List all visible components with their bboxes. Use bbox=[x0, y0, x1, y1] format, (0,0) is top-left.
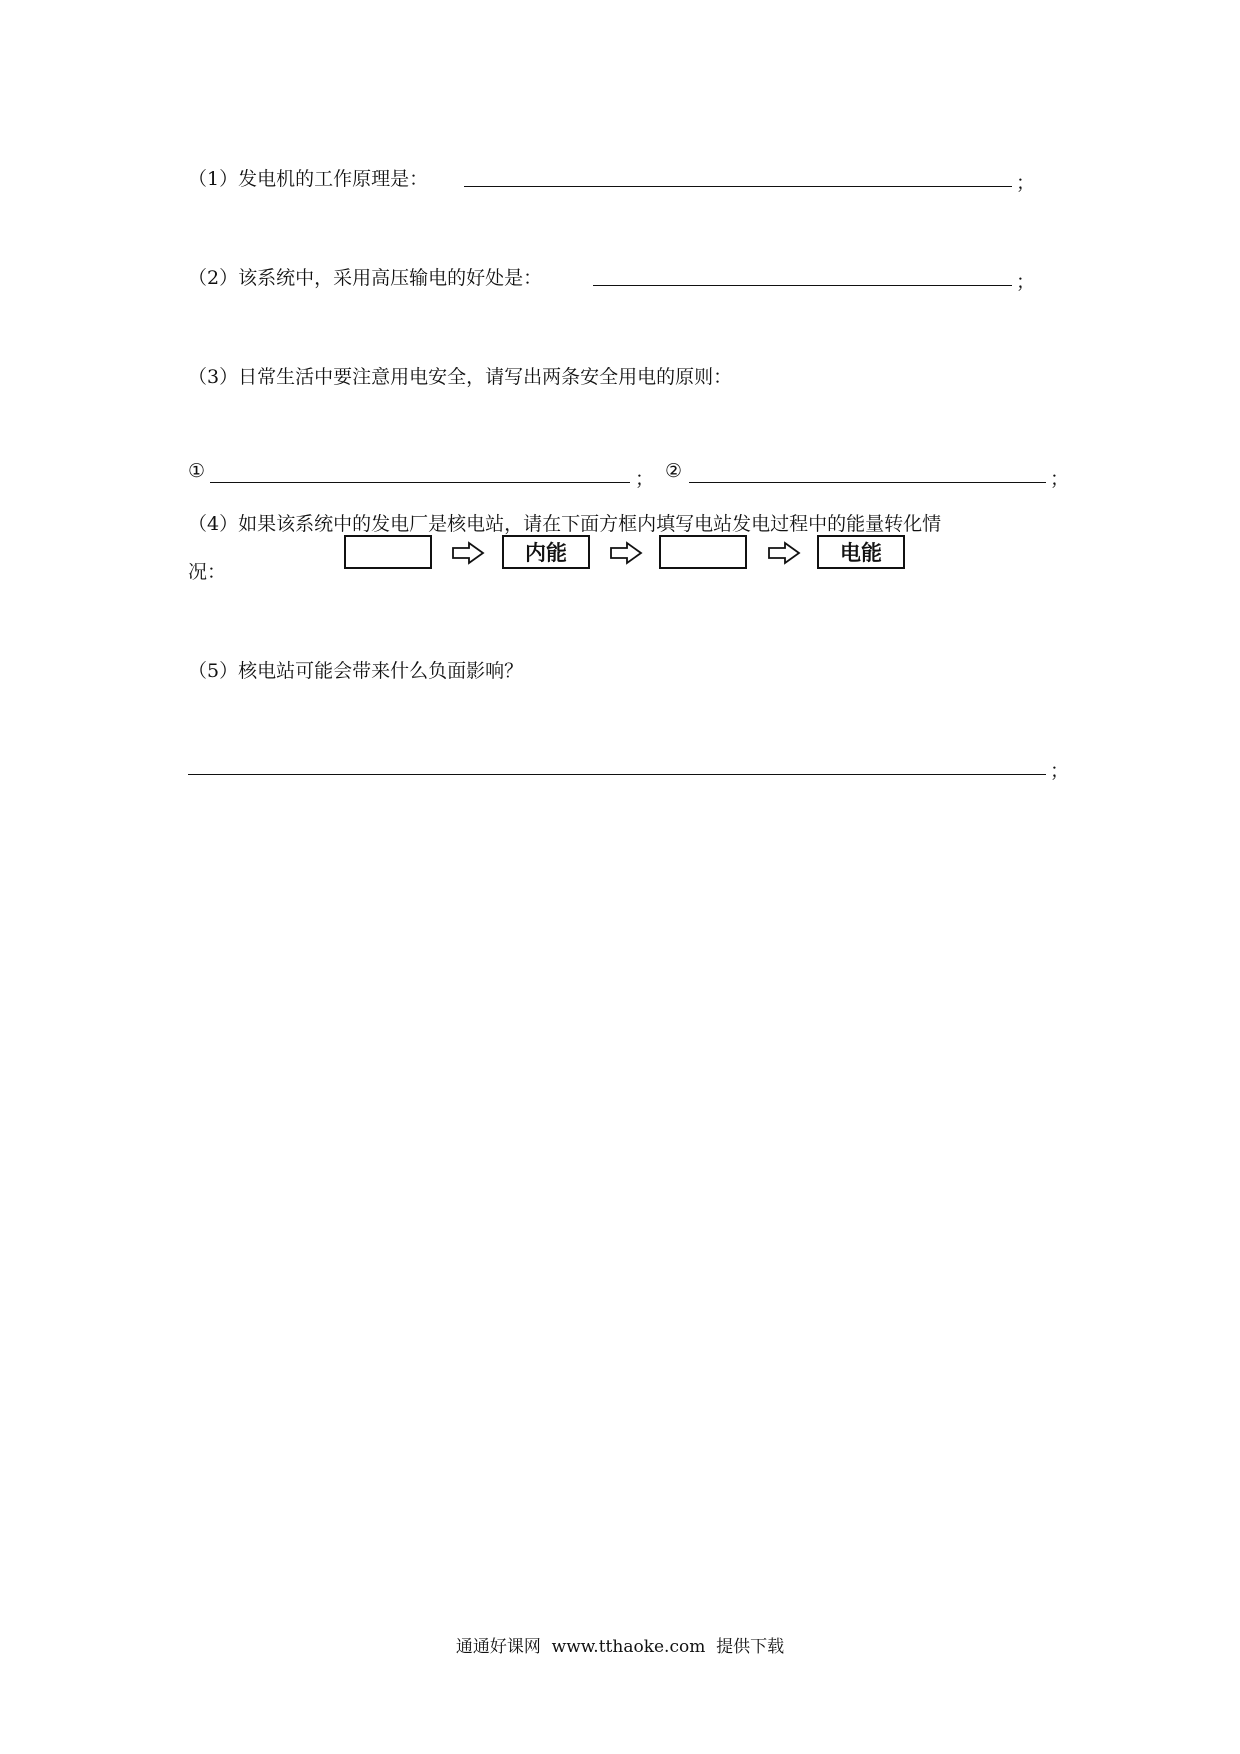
energy-box-3-blank[interactable] bbox=[659, 535, 747, 569]
energy-box-2: 内能 bbox=[502, 535, 590, 569]
answer-marker-1: ① bbox=[188, 460, 206, 482]
answer-line-1[interactable] bbox=[464, 186, 1012, 187]
question-4-label-continued: 况： bbox=[188, 561, 227, 583]
question-5-end: ； bbox=[1050, 760, 1070, 782]
page-footer: 通通好课网 www.tthaoke.com 提供下载 bbox=[455, 1637, 785, 1657]
question-3-separator: ； bbox=[635, 468, 655, 490]
question-1-end: ； bbox=[1016, 172, 1036, 194]
energy-box-4: 电能 bbox=[817, 535, 905, 569]
right-arrow-icon bbox=[609, 541, 643, 565]
right-arrow-icon bbox=[451, 541, 485, 565]
question-2-end: ； bbox=[1016, 271, 1036, 293]
question-2-label: （2）该系统中，采用高压输电的好处是： bbox=[188, 267, 543, 289]
answer-line-5[interactable] bbox=[188, 774, 1046, 775]
answer-line-3a[interactable] bbox=[210, 482, 630, 483]
energy-box-1-blank[interactable] bbox=[344, 535, 432, 569]
question-3-end: ； bbox=[1050, 468, 1070, 490]
question-4-label: （4）如果该系统中的发电厂是核电站，请在下面方框内填写电站发电过程中的能量转化情 bbox=[188, 513, 942, 535]
answer-marker-2: ② bbox=[665, 460, 683, 482]
answer-line-3b[interactable] bbox=[689, 482, 1046, 483]
question-3-label: （3）日常生活中要注意用电安全，请写出两条安全用电的原则： bbox=[188, 366, 733, 388]
question-1-label: （1）发电机的工作原理是： bbox=[188, 168, 429, 190]
answer-line-2[interactable] bbox=[593, 285, 1012, 286]
right-arrow-icon bbox=[767, 541, 801, 565]
question-5-label: （5）核电站可能会带来什么负面影响？ bbox=[188, 660, 524, 682]
